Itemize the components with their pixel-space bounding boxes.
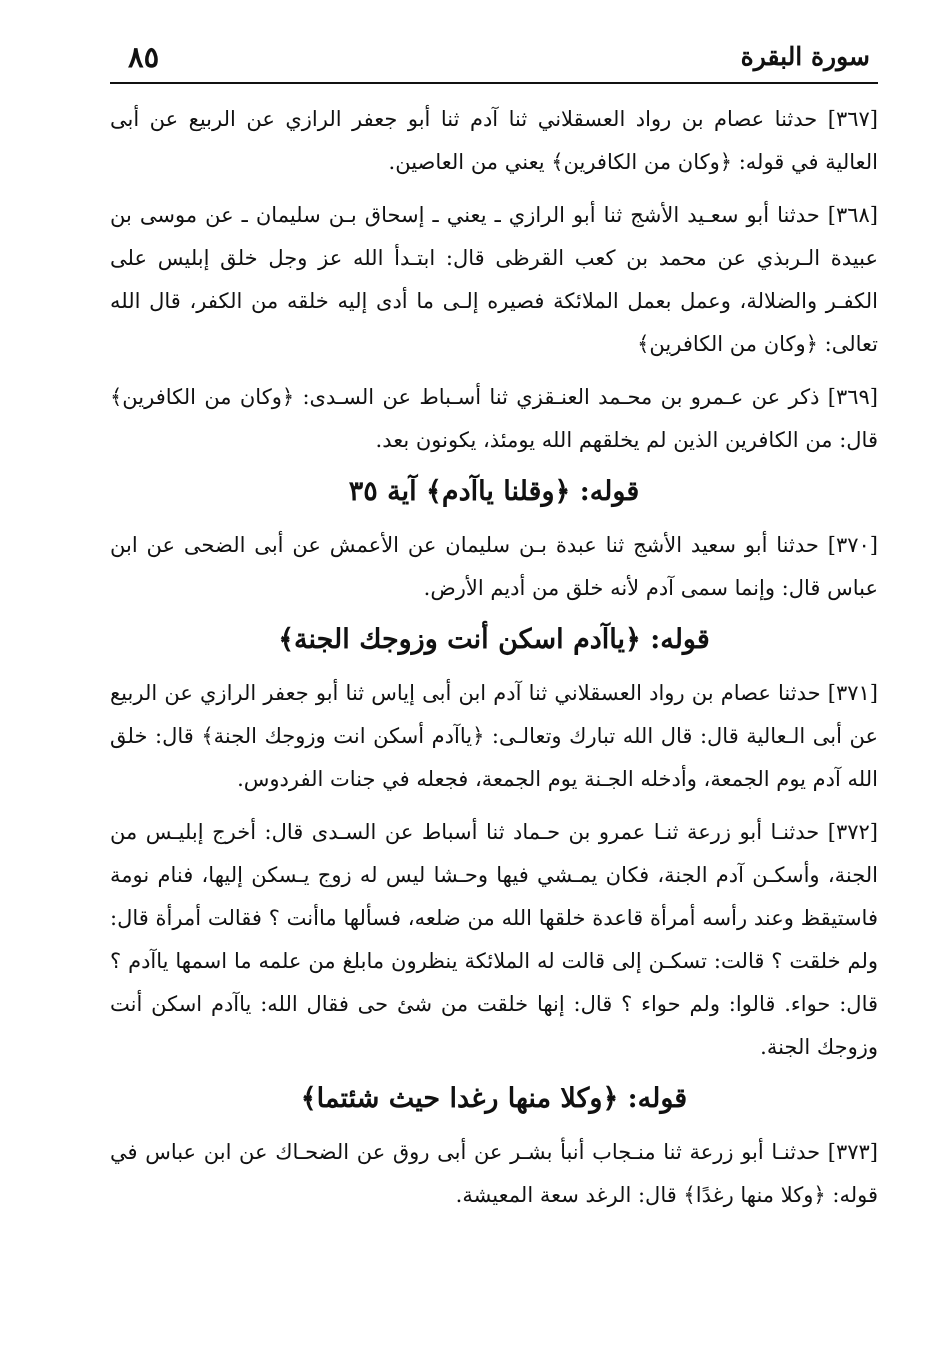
section-heading: قوله: ﴿وقلنا ياآدم﴾ آية ٣٥ (348, 476, 640, 507)
page-body (110, 98, 878, 1227)
surah-title: سورة البقرة (740, 42, 870, 71)
section-heading: قوله: ﴿وكلا منها رغدا حيث شئتما﴾ (300, 1083, 688, 1114)
section-heading: قوله: ﴿ياآدم اسكن أنت وزوجك الجنة﴾ (278, 624, 710, 655)
narration-367: [٣٦٧] حدثنا عصام بن رواد العسقلاني ثنا آدم ثنا أبو جعفر الرازي عن الربيع عن أبى العالية في قوله: ﴿وكان من الكافرين﴾ يعني من العاصين. (110, 107, 878, 174)
narration-369: [٣٦٩] ذكر عن عـمرو بن محـمد العنـقزي ثنا أسـباط عن السـدى: ﴿وكان من الكافرين﴾ قال: من الكافرين الذين لم يخلقهم الله يومئذ، يكونون بعد. (110, 385, 878, 452)
page-header (110, 40, 870, 80)
narration-370: [٣٧٠] حدثنا أبو سعيد الأشج ثنا عبدة بـن سليمان عن الأعمش عن أبى الضحى عن ابن عباس قال: وإنما سمى آدم لأنه خلق من أديم الأرض. (110, 533, 878, 600)
narration-371: [٣٧١] حدثنا عصام بن رواد العسقلاني ثنا آدم ابن أبى إياس ثنا أبو جعفر الرازي عن الربيع عن أبى الـعالية قال: قال الله تبارك وتعالـى: ﴿ياآدم أسكن انت وزوجك الجنة﴾ قال: خلق الله آدم يوم الجمعة، وأدخله الجـنة يوم الجمعة، فجعله في جنات الفردوس. (110, 681, 878, 791)
narration-372: [٣٧٢] حدثنـا أبو زرعة ثنـا عمرو بن حـماد ثنا أسباط عن السـدى قال: أخرج إبليـس من الجنة، وأسكـن آدم الجنة، فكان يمـشي فيها وحـشا ليس له زوج يـسكن إليها، فنام نومة فاستيقظ وعند رأسه أمرأة قاعدة خلقها الله من ضلعه، فسألها ماأنت ؟ فقالت أمرأة قال: ولم خلقت ؟ قالت: تسكـن إلى قالت له الملائكة ينظرون مابلغ من علمه ما اسمها ياآدم ؟ قال: حواء. قالوا: ولم حواء ؟ قال: إنها خلقت من شئ حى فقال الله: ياآدم اسكن أنت وزوجك الجنة. (110, 820, 878, 1059)
narration-368: [٣٦٨] حدثنا أبو سعـيد الأشج ثنا أبو الرازي ـ يعني ـ إسحاق بـن سليمان ـ عن موسى بن عبيدة الـربذي عن محمد بن كعب القرظى قال: ابتـدأ الله عز وجل خلق إبليس على الكفـر والضلالة، وعمل بعمل الملائكة فصيره إلـى ما أدى إليه خلقه من الكفر، قال الله تعالى: ﴿وكان من الكافرين﴾ (110, 203, 878, 356)
page-number: ٨٥ (128, 40, 160, 74)
narration-373: [٣٧٣] حدثنـا أبو زرعة ثنا منـجاب أنبأ بشـر عن أبى روق عن الضحـاك عن ابن عباس في قوله: ﴿وكلا منها رغدًا﴾ قال: الرغد سعة المعيشة. (110, 1140, 878, 1207)
header-rule (110, 82, 878, 84)
